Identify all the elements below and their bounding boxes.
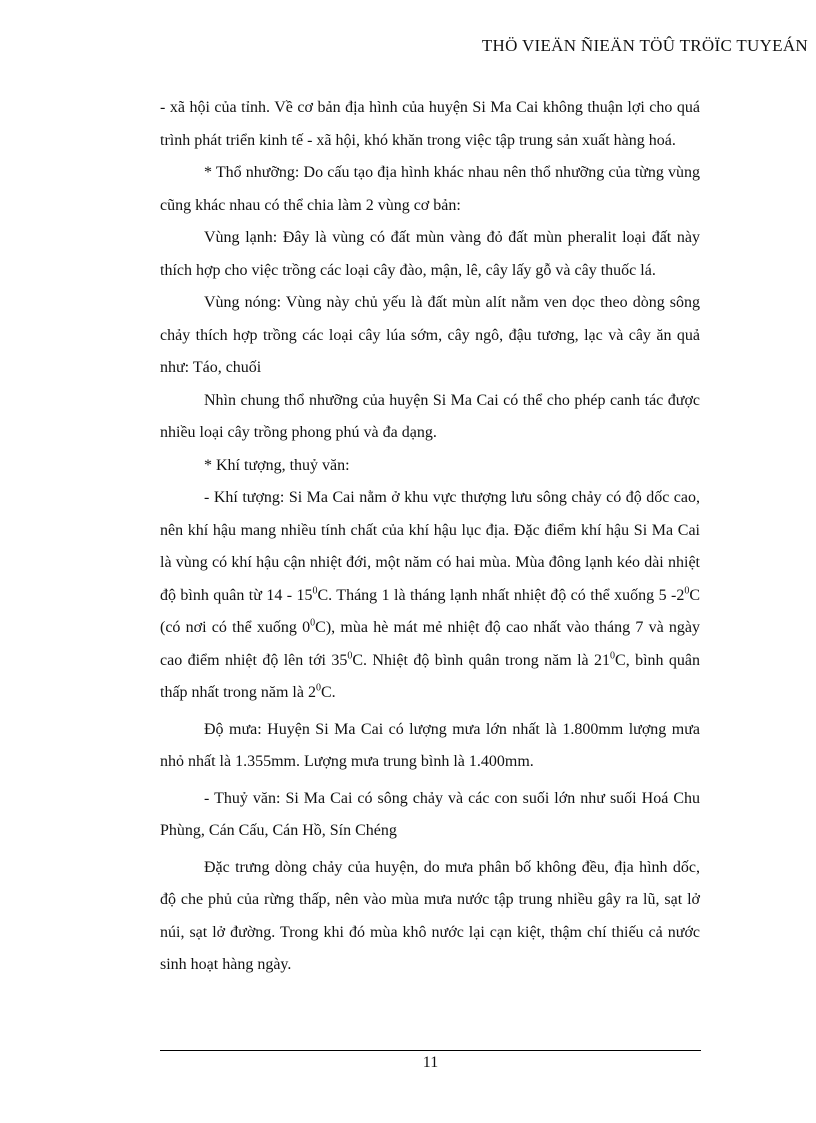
page-number: 11 <box>422 1054 439 1071</box>
paragraph-soil-intro: * Thổ nhưỡng: Do cấu tạo địa hình khác nhau nên thổ nhưỡng của từng vùng cũng khác nhau có thể chia làm 2 vùng cơ bản: <box>160 164 700 214</box>
section-heading-climate-hydrology: * Khí tượng, thuỷ văn: <box>204 456 350 474</box>
footer-divider <box>160 1050 701 1051</box>
paragraph-warm-zone: Vùng nóng: Vùng này chủ yếu là đất mùn alít nằm ven dọc theo dòng sông chảy thích hợp trồng các loại cây lúa sớm, cây ngô, đậu tương, lạc và cây ăn quả như: Táo, chuối <box>160 294 700 376</box>
paragraph-cold-zone: Vùng lạnh: Đây là vùng có đất mùn vàng đỏ đất mùn pheralit loại đất này thích hợp cho việc trồng các loại cây đào, mận, lê, cây lấy gỗ và cây thuốc lá. <box>160 229 700 279</box>
paragraph-soil-summary: Nhìn chung thổ nhưỡng của huyện Si Ma Cai có thể cho phép canh tác được nhiều loại cây trồng phong phú và đa dạng. <box>160 391 700 441</box>
paragraph-continuation: - xã hội của tỉnh. Về cơ bản địa hình của huyện Si Ma Cai không thuận lợi cho quá trình phát triển kinh tế - xã hội, khó khăn trong việc tập trung sản xuất hàng hoá. <box>160 99 700 149</box>
paragraph-flow: Đặc trưng dòng chảy của huyện, do mưa phân bố không đều, địa hình dốc, độ che phủ của rừng thấp, nên vào mùa mưa nước tập trung nhiều gây ra lũ, sạt lở núi, sạt lở đường. Trong khi đó mùa khô nước lại cạn kiệt, thậm chí thiếu cả nước sinh hoạt hàng ngày. <box>160 858 700 973</box>
paragraph-hydrology: - Thuỷ văn: Si Ma Cai có sông chảy và các con suối lớn như suối Hoá Chu Phùng, Cán Cấu, Cán Hồ, Sín Chéng <box>160 789 700 839</box>
paragraph-climate: - Khí tượng: Si Ma Cai nằm ở khu vực thượng lưu sông chảy có độ dốc cao, nên khí hậu mang nhiều tính chất của khí hậu lục địa. Đặc điểm khí hậu Si Ma Cai là vùng có khí hậu cận nhiệt đới, một năm có hai mùa. Mùa đông lạnh kéo dài nhiệt độ bình quân từ $14 - 15^0C$. Tháng 1 là tháng lạnh nhất nhiệt độ có thể xuống 5 $-2^0C$ (có nơi có thể xuống $0^0C$), mùa hè mát mẻ nhiệt độ cao nhất vào tháng 7 và ngày cao điểm nhiệt độ lên tới $35^0C$. Nhiệt độ bình quân trong năm là $21^0C$, bình quân thấp nhất trong năm là $2^0C$. <box>160 489 701 701</box>
paragraph-rainfall: Độ mưa: Huyện Si Ma Cai có lượng mưa lớn nhất là 1.800mm lượng mưa nhỏ nhất là 1.355mm. Lượng mưa trung bình là 1.400mm. <box>160 720 700 770</box>
page-header: THÖ VIEÄN ÑIEÄN TÖÛ TRÖÏC TUYEÁN <box>481 36 808 55</box>
document-body <box>160 92 700 982</box>
